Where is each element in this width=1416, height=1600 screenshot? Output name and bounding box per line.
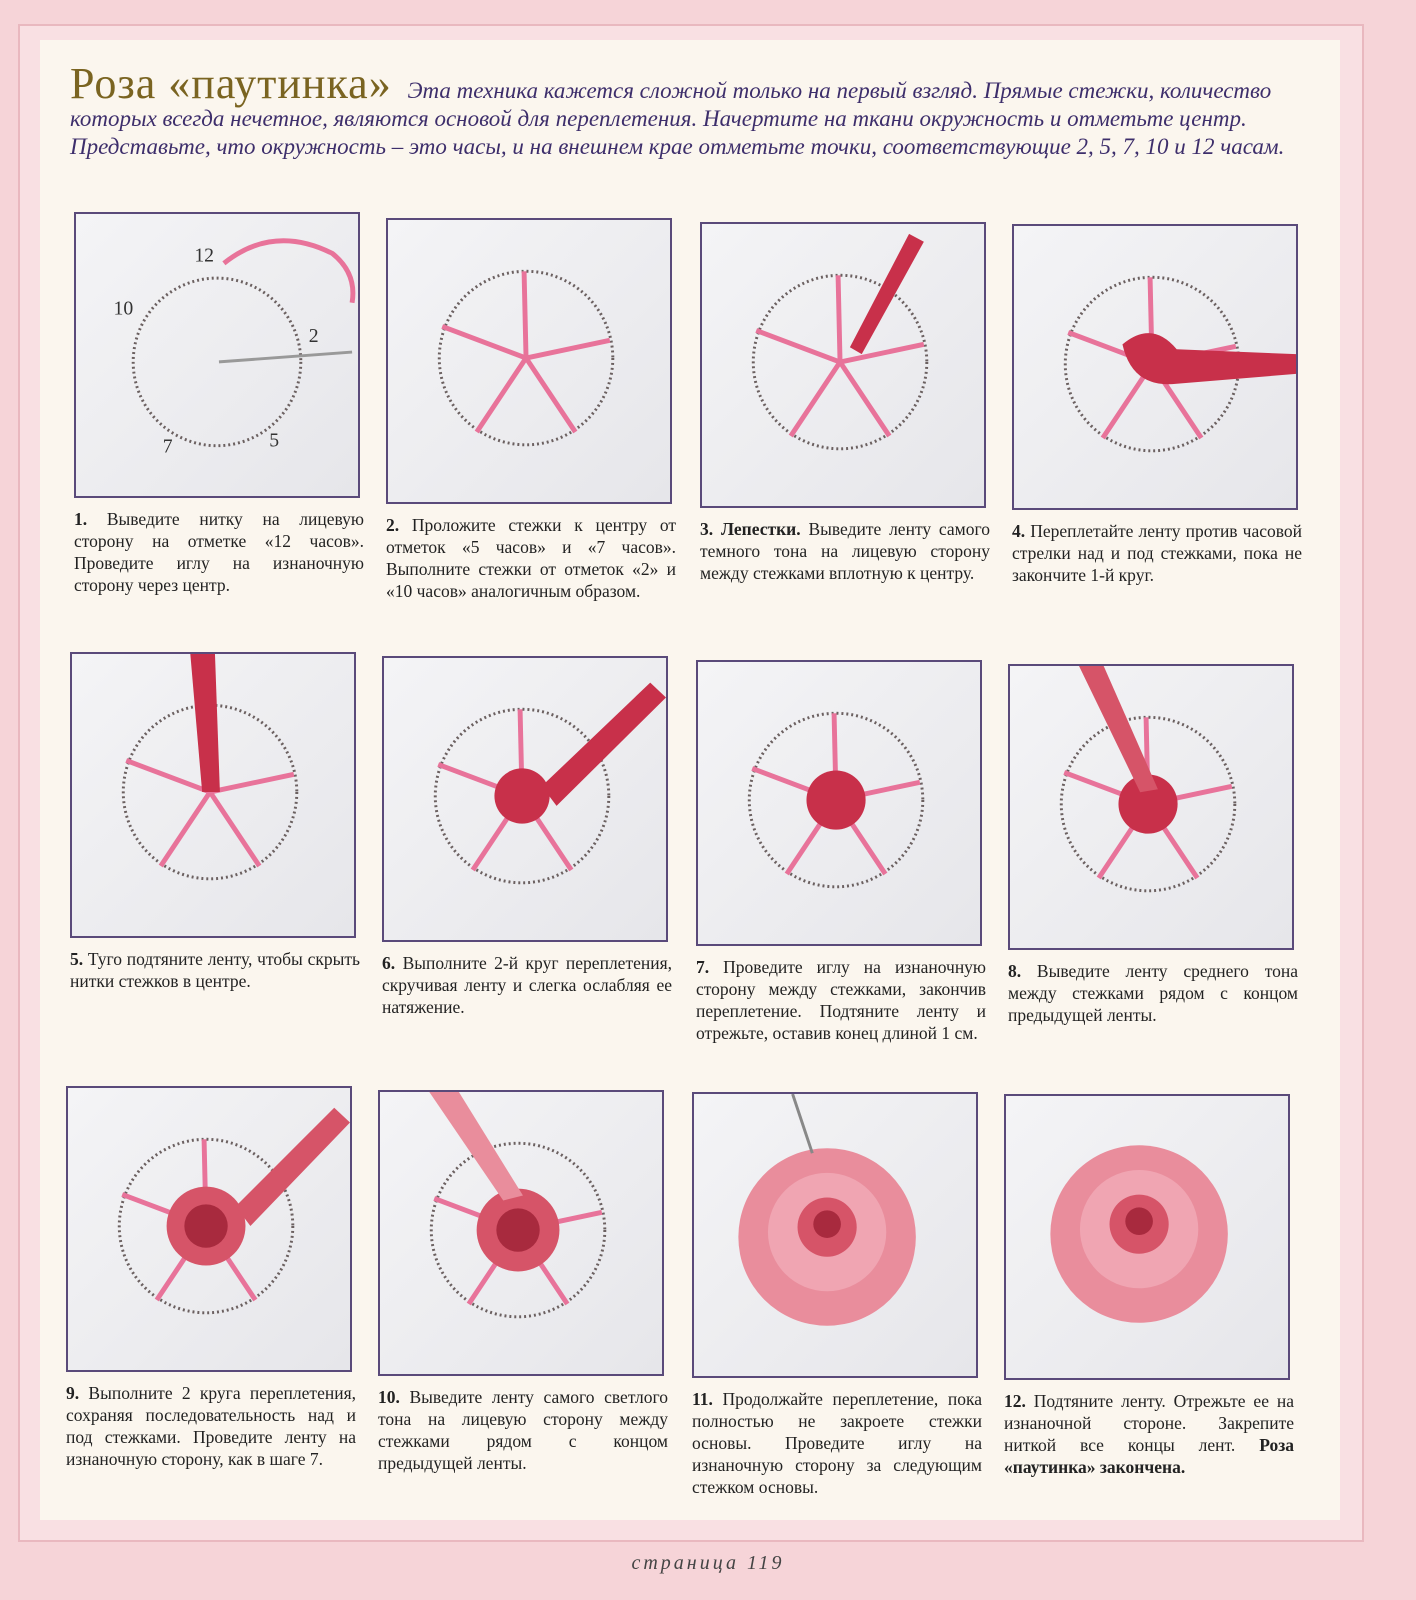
step-9 [66, 1086, 356, 1470]
step-2 [386, 218, 676, 602]
step-7-illustration [698, 662, 980, 944]
step-12-illustration [1006, 1096, 1288, 1378]
step-5-illustration [72, 654, 354, 936]
step-6-caption: 6. Выполните 2-й круг переплетения, скручивая ленту и слегка ослабляя ее натяжение. [382, 953, 673, 1017]
step-10-photo [378, 1090, 664, 1376]
step-2-photo [386, 218, 672, 504]
step-2-illustration [388, 220, 670, 502]
step-1-caption: 1. Выведите нитку на лицевую сторону на отметке «12 часов». Проведите иглу на изнаночную сторону через центр. [74, 509, 365, 595]
step-10-illustration [380, 1092, 662, 1374]
step-6-illustration [384, 658, 666, 940]
step-6 [382, 656, 672, 1018]
step-7 [696, 660, 986, 1044]
step-3-illustration [702, 224, 984, 506]
step-11-photo [692, 1092, 978, 1378]
page-header [70, 59, 1320, 161]
step-6-photo [382, 656, 668, 942]
page-number: страница 119 [631, 1552, 785, 1574]
step-12-photo [1004, 1094, 1290, 1380]
clock-label-2: 2 [308, 325, 319, 348]
step-4 [1012, 224, 1302, 586]
step-10-caption: 10. Выведите ленту самого светлого тона на лицевую сторону между стежками рядом с концом предыдущей ленты. [378, 1387, 669, 1473]
step-9-illustration [68, 1088, 350, 1370]
step-5-photo [70, 652, 356, 938]
step-11 [692, 1092, 982, 1498]
step-12 [1004, 1094, 1294, 1478]
step-2-caption: 2. Проложите стежки к центру от отметок «5 часов» и «7 часов». Выполните стежки от отметок «2» и «10 часов» аналогичным образом. [386, 515, 677, 601]
step-9-photo [66, 1086, 352, 1372]
step-8 [1008, 664, 1298, 1026]
step-7-photo [696, 660, 982, 946]
step-8-caption: 8. Выведите ленту среднего тона между стежками рядом с концом предыдущей ленты. [1008, 961, 1299, 1025]
clock-label-7: 7 [162, 435, 173, 458]
clock-label-10: 10 [113, 297, 134, 320]
step-11-illustration [694, 1094, 976, 1376]
clock-label-12: 12 [194, 244, 215, 267]
step-4-illustration [1014, 226, 1296, 508]
step-9-caption: 9. Выполните 2 круга переплетения, сохраняя последовательность над и под стежками. Проведите ленту на изнаночную сторону, как в шаге 7. [66, 1383, 356, 1469]
step-10 [378, 1090, 668, 1474]
step-5-caption: 5. Туго подтяните ленту, чтобы скрыть нитки стежков в центре. [70, 949, 360, 991]
step-3-caption: 3. Лепестки. Выведите ленту самого темного тона на лицевую сторону между стежками вплотную к центру. [700, 519, 990, 583]
step-4-caption: 4. Переплетайте ленту против часовой стрелки над и под стежками, пока не закончите 1-й круг. [1012, 521, 1303, 585]
step-3-photo [700, 222, 986, 508]
step-3 [700, 222, 990, 584]
step-12-caption: 12. Подтяните ленту. Отрежьте ее на изнаночной стороне. Закрепите ниткой все концы лент. Роза «паутинка» закончена. [1004, 1391, 1295, 1477]
step-5 [70, 652, 360, 992]
step-1-illustration [76, 214, 358, 496]
page-title: Роза «паутинка» [70, 59, 392, 108]
step-7-caption: 7. Проведите иглу на изнаночную сторону между стежками, закончив переплетение. Подтяните ленту и отрежьте, оставив конец длиной 1 см. [696, 957, 987, 1043]
clock-label-5: 5 [269, 429, 280, 452]
step-1-photo [74, 212, 360, 498]
step-4-photo [1012, 224, 1298, 510]
step-1 [74, 212, 364, 596]
step-11-caption: 11. Продолжайте переплетение, пока полностью не закроете стежки основы. Проведите иглу на изнаночную сторону за следующим стежком основы. [692, 1389, 982, 1497]
step-8-photo [1008, 664, 1294, 950]
step-8-illustration [1010, 666, 1292, 948]
intro-text: Эта техника кажется сложной только на первый взгляд. Прямые стежки, количество которых всегда нечетное, являются основой для переплетения. Начертите на ткани окружность и отметьте центр. Представьте, что окружность – это часы, и на внешнем крае отметьте точки, соответствующие 2, 5, 7, 10 и 12 часам. [70, 78, 1285, 159]
